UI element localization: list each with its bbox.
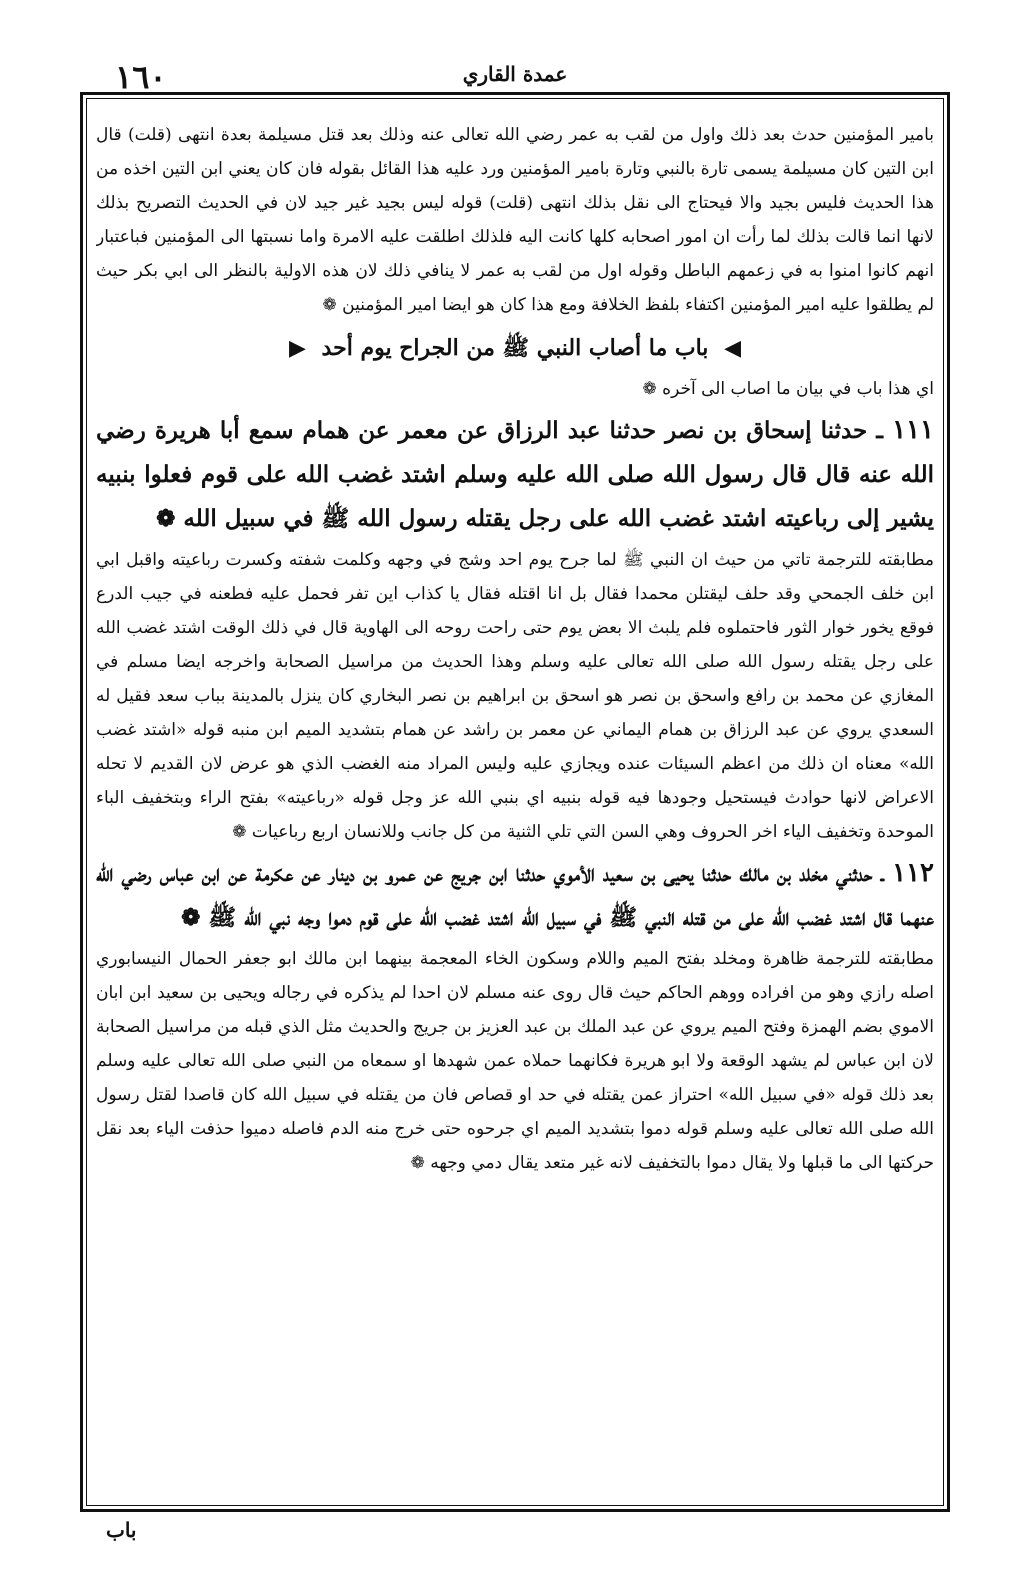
- commentary-112: مطابقته للترجمة ظاهرة ومخلد بفتح الميم واللام وسكون الخاء المعجمة بينهما ابن مالك ابو جعفر الحمال النيسابوري اصله رازي وهو من افراده ووهم الحاكم حيث قال روى عنه مسلم لان احدا لم يذكره في رجاله ويحيى بن سعيد ابن ابان الاموي بضم الهمزة وفتح الميم يروي عن عبد الملك بن عبد العزيز بن جريج والحديث مثل الذي قبله من مراسيل الصحابة لان ابن عباس لم يشهد الوقعة ولا ابو هريرة فكانهما حملاه عمن شهدها او سمعاه من النبي صلى الله تعالى عليه وسلم بعد ذلك قوله «في سبيل الله» احتراز عمن يقتله في حد او قصاص فان من يقتله في سبيل الله كان قاصدا لقتل رسول الله صلى الله تعالى عليه وسلم قوله دموا بتشديد الميم اي جرحوه حتى خرج منه الدم فاصله دميوا حذفت الياء بعد نقل حركتها الى ما قبلها ولا يقال دموا بالتخفيف لانه غير متعد يقال دمي وجهه ❁: [96, 949, 934, 1173]
- bab-heading-text: باب ما أصاب النبي ﷺ من الجراح يوم أحد: [321, 335, 709, 361]
- catchword: باب: [106, 1518, 137, 1542]
- hadith-number: ١١١: [892, 415, 934, 445]
- hadith-text: حدثني مخلد بن مالك حدثنا يحيى بن سعيد الأموي حدثنا ابن جريج عن عمرو بن دينار عن عكرمة عن ابن عباس رضي الله عنهما قال اشتد غضب الله على من قتله النبي ﷺ في سبيل الله اشتد غضب الله على قوم دموا وجه نبي الله ﷺ ❁: [96, 860, 934, 931]
- bab-heading: [96, 328, 934, 368]
- hadith-111: ١١١ ـ حدثنا إسحاق بن نصر حدثنا عبد الرزاق عن معمر عن همام سمع أبا هريرة رضي الله عنه قال قال رسول الله صلى الله عليه وسلم اشتد غضب الله على قوم فعلوا بنبيه يشير إلى رباعيته اشتد غضب الله على رجل يقتله رسول الله ﷺ في سبيل الله ❁: [96, 415, 934, 532]
- bab-note: اي هذا باب في بيان ما اصاب الى آخره ❁: [642, 379, 934, 399]
- page-content: [96, 118, 934, 1498]
- ornament-icon: ▶: [288, 335, 306, 361]
- page-number: ١٦٠: [115, 58, 167, 96]
- running-title: عمدة القاري: [462, 62, 568, 86]
- hadith-number: ١١٢: [892, 858, 934, 888]
- commentary-111: مطابقته للترجمة تاتي من حيث ان النبي ﷺ لما جرح يوم احد وشج في وجهه وكلمت شفته وكسرت رباعيته واقبل ابي ابن خلف الجمحي وقد حلف ليقتلن محمدا فقال بل انا اقتله فقال يا كذاب اين تفر فحمل عليه فطعنه في جيب الدرع فوقع يخور خوار الثور فاحتملوه فلم يلبث الا بعض يوم حتى راحت روحه الى الهاوية قال في ذلك الوقت اشتد غضب الله على رجل يقتله رسول الله صلى الله تعالى عليه وسلم وهذا الحديث من مراسيل الصحابة واخرجه ايضا مسلم في المغازي عن محمد بن رافع واسحق بن نصر هو اسحق بن ابراهيم بن نصر البخاري كان ينزل بالمدينة بباب سعد فقيل له السعدي يروي عن عبد الرزاق بن همام اليماني عن معمر بن راشد عن همام بتشديد الميم ابن منبه قوله «اشتد غضب الله» معناه ان ذلك من اعظم السيئات عنده ويجازي عليه وليس المراد منه الغضب الذي هو عرض لان القديم لا تحله الاعراض لانها حوادث فيستحيل وجودها فيه قوله بنبيه اي بنبي الله عز وجل قوله «رباعيته» بفتح الراء وبتخفيف الباء الموحدة وتخفيف الياء اخر الحروف وهي السن التي تلي الثنية من كل جانب وللانسان اربع رباعيات ❁: [96, 550, 934, 842]
- hadith-text: حدثنا إسحاق بن نصر حدثنا عبد الرزاق عن معمر عن همام سمع أبا هريرة رضي الله عنه قال قال رسول الله صلى الله عليه وسلم اشتد غضب الله على قوم فعلوا بنبيه يشير إلى رباعيته اشتد غضب الله على رجل يقتله رسول الله ﷺ في سبيل الله ❁: [96, 417, 934, 532]
- page-header: [80, 58, 950, 96]
- intro-paragraph: بامير المؤمنين حدث بعد ذلك واول من لقب به عمر رضي الله تعالى عنه وذلك بعد قتل مسيلمة بعدة انتهى (قلت) قال ابن التين كان مسيلمة يسمى تارة بالنبي وتارة بامير المؤمنين ورد عليه هذا القائل بقوله فان كان يعني ابن التين اخذه من هذا الحديث فليس بجيد والا فيحتاج الى نقل بذلك انتهى (قلت) قوله ليس بجيد غير جيد لان في الحديث التصريح بذلك لانها انما قالت بذلك لما رأت ان امور اصحابه كلها كانت اليه فلذلك اطلقت عليه الامرة واما نسبتها الى المؤمنين فباعتبار انهم كانوا امنوا به في زعمهم الباطل وقوله اول من لقب به عمر لا ينافي ذلك لان هذه الاولية بالنظر الى ابي بكر حيث لم يطلقوا عليه امير المؤمنين اكتفاء بلفظ الخلافة ومع هذا كان هو ايضا امير المؤمنين ❁: [96, 125, 934, 315]
- hadith-112: ١١٢ ـ حدثني مخلد بن مالك حدثنا يحيى بن سعيد الأموي حدثنا ابن جريج عن عمرو بن دينار عن عكرمة عن ابن عباس رضي الله عنهما قال اشتد غضب الله على من قتله النبي ﷺ في سبيل الله اشتد غضب الله على قوم دموا وجه نبي الله ﷺ ❁: [96, 858, 934, 931]
- ornament-icon: ◀: [724, 335, 742, 361]
